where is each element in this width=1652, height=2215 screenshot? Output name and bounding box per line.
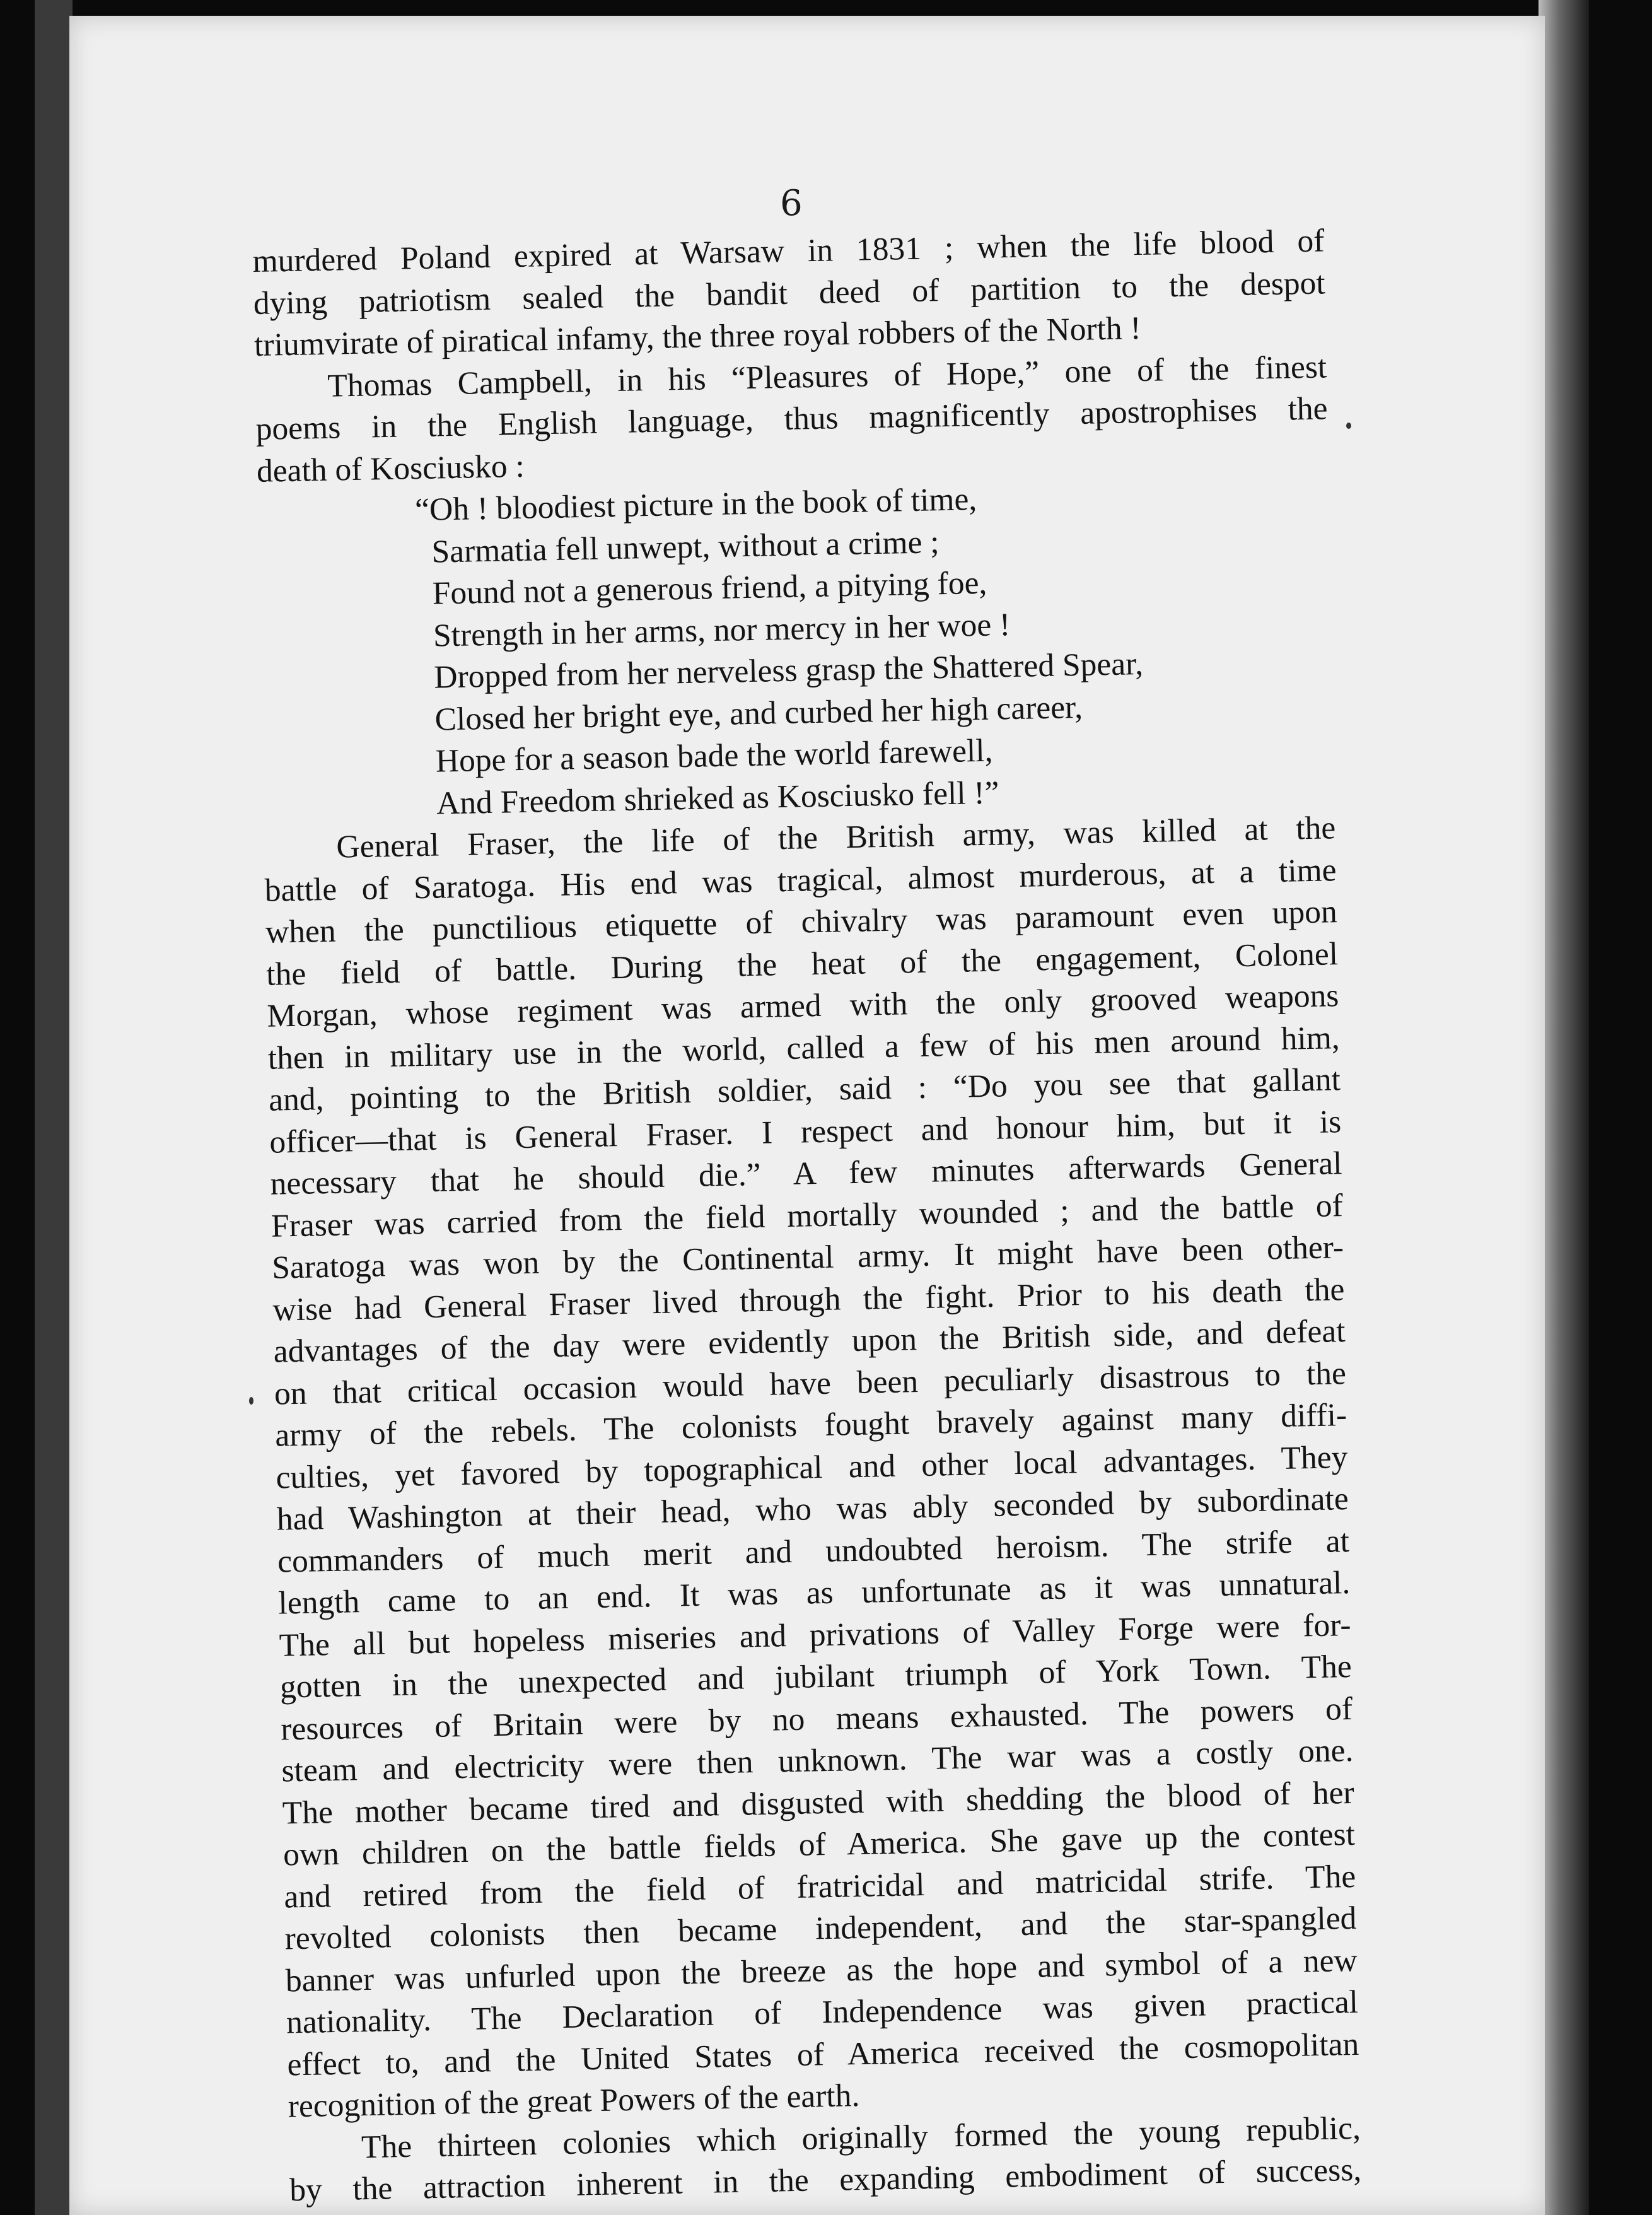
page-number: 6: [780, 183, 803, 224]
text-line: revolted colonists then became independent, and the star-spangled: [284, 1900, 1357, 1957]
text-line: then in military use in the world, called a few of his men around him,: [267, 1019, 1341, 1077]
text-line: General Fraser, the life of the British army, was killed at the: [335, 810, 1336, 865]
text-line: The all but hopeless miseries and privations of Valley Forge were for-: [279, 1606, 1351, 1664]
text-line: advantages of the day were evidently upon the British side, and defeat: [273, 1313, 1346, 1370]
text-line: the field of battle. During the heat of the engagement, Colonel: [265, 935, 1339, 993]
text-line: dying patriotism sealed the bandit deed of partition to the despot: [253, 264, 1326, 322]
poem-line: Dropped from her nerveless grasp the Shattered Spear,: [433, 646, 1144, 696]
text-line: when the punctilious etiquette of chivalry was paramount even upon: [265, 894, 1338, 950]
text-line: Fraser was carried from the field mortally wounded ; and the battle of: [270, 1187, 1344, 1244]
text-line: death of Kosciusko :: [256, 448, 525, 489]
poem-line: Closed her bright eye, and curbed her high career,: [434, 689, 1083, 738]
poem-line: Found not a generous friend, a pitying foe,: [432, 564, 987, 612]
text-line: banner was unfurled upon the breeze as the hope and symbol of a new: [285, 1942, 1358, 1999]
text-line: battle of Saratoga. His end was tragical, almost murderous, at a time: [264, 851, 1337, 909]
text-line: had Washington at their head, who was ably seconded by subordinate: [276, 1480, 1349, 1538]
poem-line: Sarmatia fell unwept, without a crime ;: [431, 523, 940, 570]
text-line: officer—that is General Fraser. I respect and honour him, but it is: [269, 1103, 1342, 1160]
text-line: Thomas Campbell, in his “Pleasures of Hope,” one of the finest: [327, 348, 1327, 404]
text-line: poems in the English language, thus magnificently apostrophises the: [255, 390, 1328, 447]
text-line: own children on the battle fields of America. She gave up the contest: [282, 1816, 1356, 1873]
text-line: necessary that he should die.” A few minutes afterwards General: [270, 1145, 1342, 1202]
text-line: triumvirate of piratical infamy, the three royal robbers of the North !: [253, 310, 1142, 363]
text-line: and retired from the field of fratricidal and matricidal strife. The: [283, 1858, 1356, 1915]
text-line: recognition of the great Powers of the earth.: [288, 2078, 860, 2125]
page-edge-shadow: [1539, 0, 1589, 2215]
scan-speck: [1346, 423, 1351, 429]
text-line: wise had General Fraser lived through the fight. Prior to his death the: [272, 1271, 1345, 1328]
text-line: resources of Britain were by no means exhausted. The powers of: [280, 1690, 1353, 1748]
text-line: culties, yet favored by topographical and other local advantages. They: [276, 1439, 1348, 1496]
page-text: [252, 220, 1362, 2212]
poem-line: And Freedom shrieked as Kosciusko fell !”: [436, 774, 1000, 822]
text-line: gotten in the unexpected and jubilant triumph of York Town. The: [279, 1648, 1352, 1705]
text-line: Morgan, whose regiment was armed with the only grooved weapons: [267, 978, 1339, 1034]
poem-line: Strength in her arms, nor mercy in her woe !: [433, 606, 1011, 654]
scan-speck: [249, 1397, 253, 1405]
text-line: army of the rebels. The colonists fought bravely against many diffi-: [274, 1397, 1347, 1454]
text-line: by the attraction inherent in the expanding embodiment of success,: [289, 2151, 1362, 2209]
text-line: on that critical occasion would have been peculiarly disastrous to the: [274, 1355, 1347, 1412]
poem-line: “Oh ! bloodiest picture in the book of time,: [414, 481, 977, 529]
text-line: nationality. The Declaration of Independence was given practical: [286, 1984, 1359, 2041]
text-line: The thirteen colonies which originally formed the young republic,: [361, 2110, 1361, 2165]
scan-left-border: [35, 0, 73, 2215]
text-line: steam and electricity were then unknown. The war was a costly one.: [281, 1732, 1354, 1789]
text-line: commanders of much merit and undoubted heroism. The strife at: [277, 1522, 1350, 1580]
text-line: The mother became tired and disgusted with shedding the blood of her: [282, 1774, 1355, 1832]
text-line: and, pointing to the British soldier, said : “Do you see that gallant: [268, 1061, 1341, 1118]
text-line: murdered Poland expired at Warsaw in 1831 ; when the life blood of: [252, 223, 1325, 279]
text-line: effect to, and the United States of America received the cosmopolitan: [286, 2026, 1359, 2083]
poem-line: Hope for a season bade the world farewell,: [435, 732, 994, 780]
text-line: Saratoga was won by the Continental army. It might have been other-: [271, 1229, 1344, 1286]
text-line: length came to an end. It was as unfortunate as it was unnatural.: [277, 1564, 1351, 1622]
